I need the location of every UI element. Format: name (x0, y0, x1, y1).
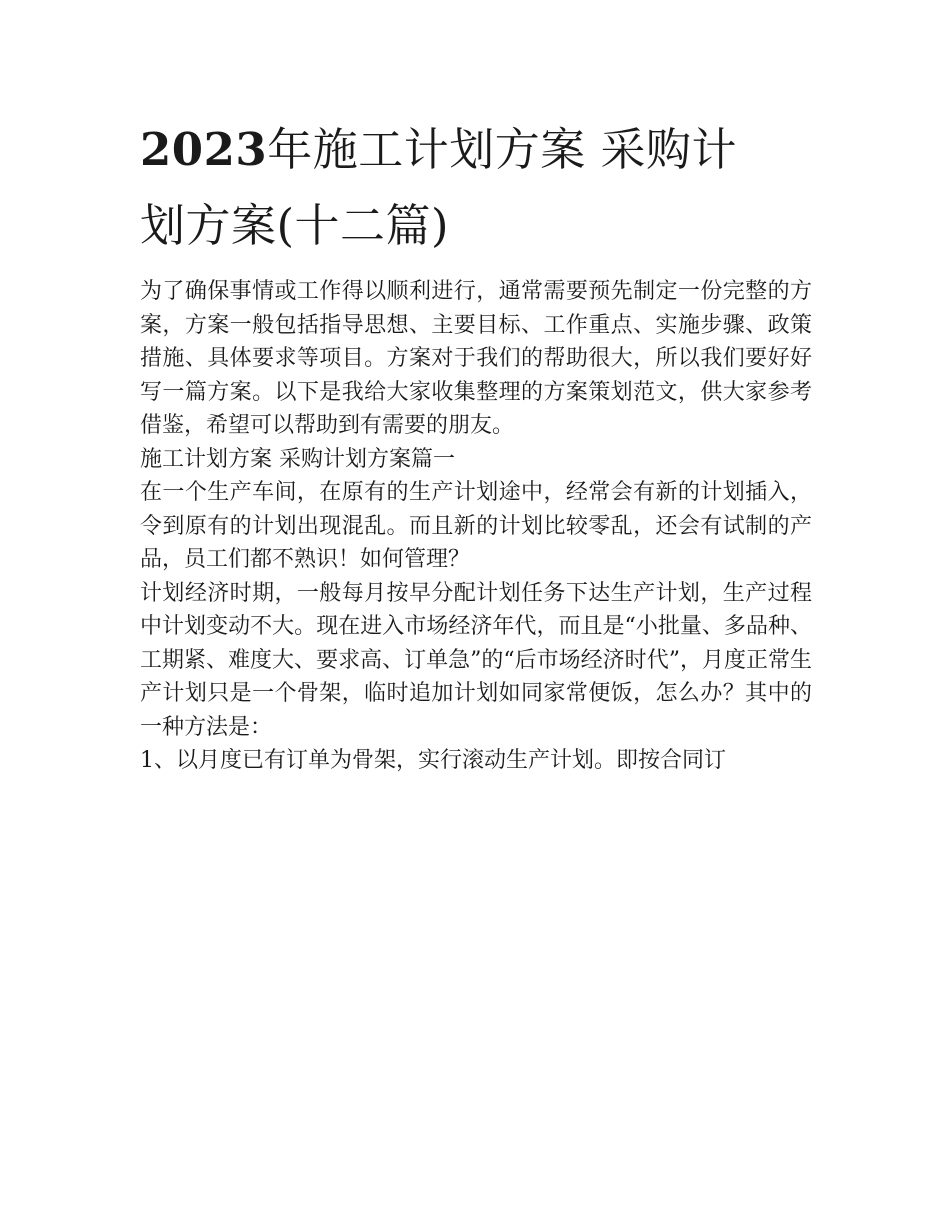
section-heading: 施工计划方案 采购计划方案篇一 (140, 446, 455, 472)
document-title (140, 112, 812, 264)
title-year: 2023 (140, 123, 268, 176)
body-paragraph-3: 1、以月度已有订单为骨架，实行滚动生产计划。即按合同订 (140, 748, 726, 773)
document-body (140, 112, 812, 778)
intro-paragraph: 为了确保事情或工作得以顺利进行，通常需要预先制定一份完整的方案，方案一般包括指导思想、主要目标、工作重点、实施步骤、政策措施、具体要求等项目。方案对于我们的帮助很大，所以我们要好好写一篇方案。以下是我给大家收集整理的方案策划范文，供大家参考借鉴，希望可以帮助到有需要的朋友。 (140, 279, 812, 438)
body-paragraph-1: 在一个生产车间，在原有的生产计划途中，经常会有新的计划插入，令到原有的计划出现混乱。而且新的计划比较零乱，还会有试制的产品，员工们都不熟识！如何管理？ (140, 480, 812, 572)
title-line2: 划方案(十二篇) (140, 199, 450, 252)
title-line1: 年施工计划方案 采购计 (267, 123, 738, 176)
body-paragraph-2: 计划经济时期，一般每月按早分配计划任务下达生产计划，生产过程中计划变动不大。现在进入市场经济年代，而且是“小批量、多品种、工期紧、难度大、要求高、订单急”的“后市场经济时代”，月度正常生产计划只是一个骨架，临时追加计划如同家常便饭，怎么办？其中的一种方法是： (140, 580, 812, 740)
